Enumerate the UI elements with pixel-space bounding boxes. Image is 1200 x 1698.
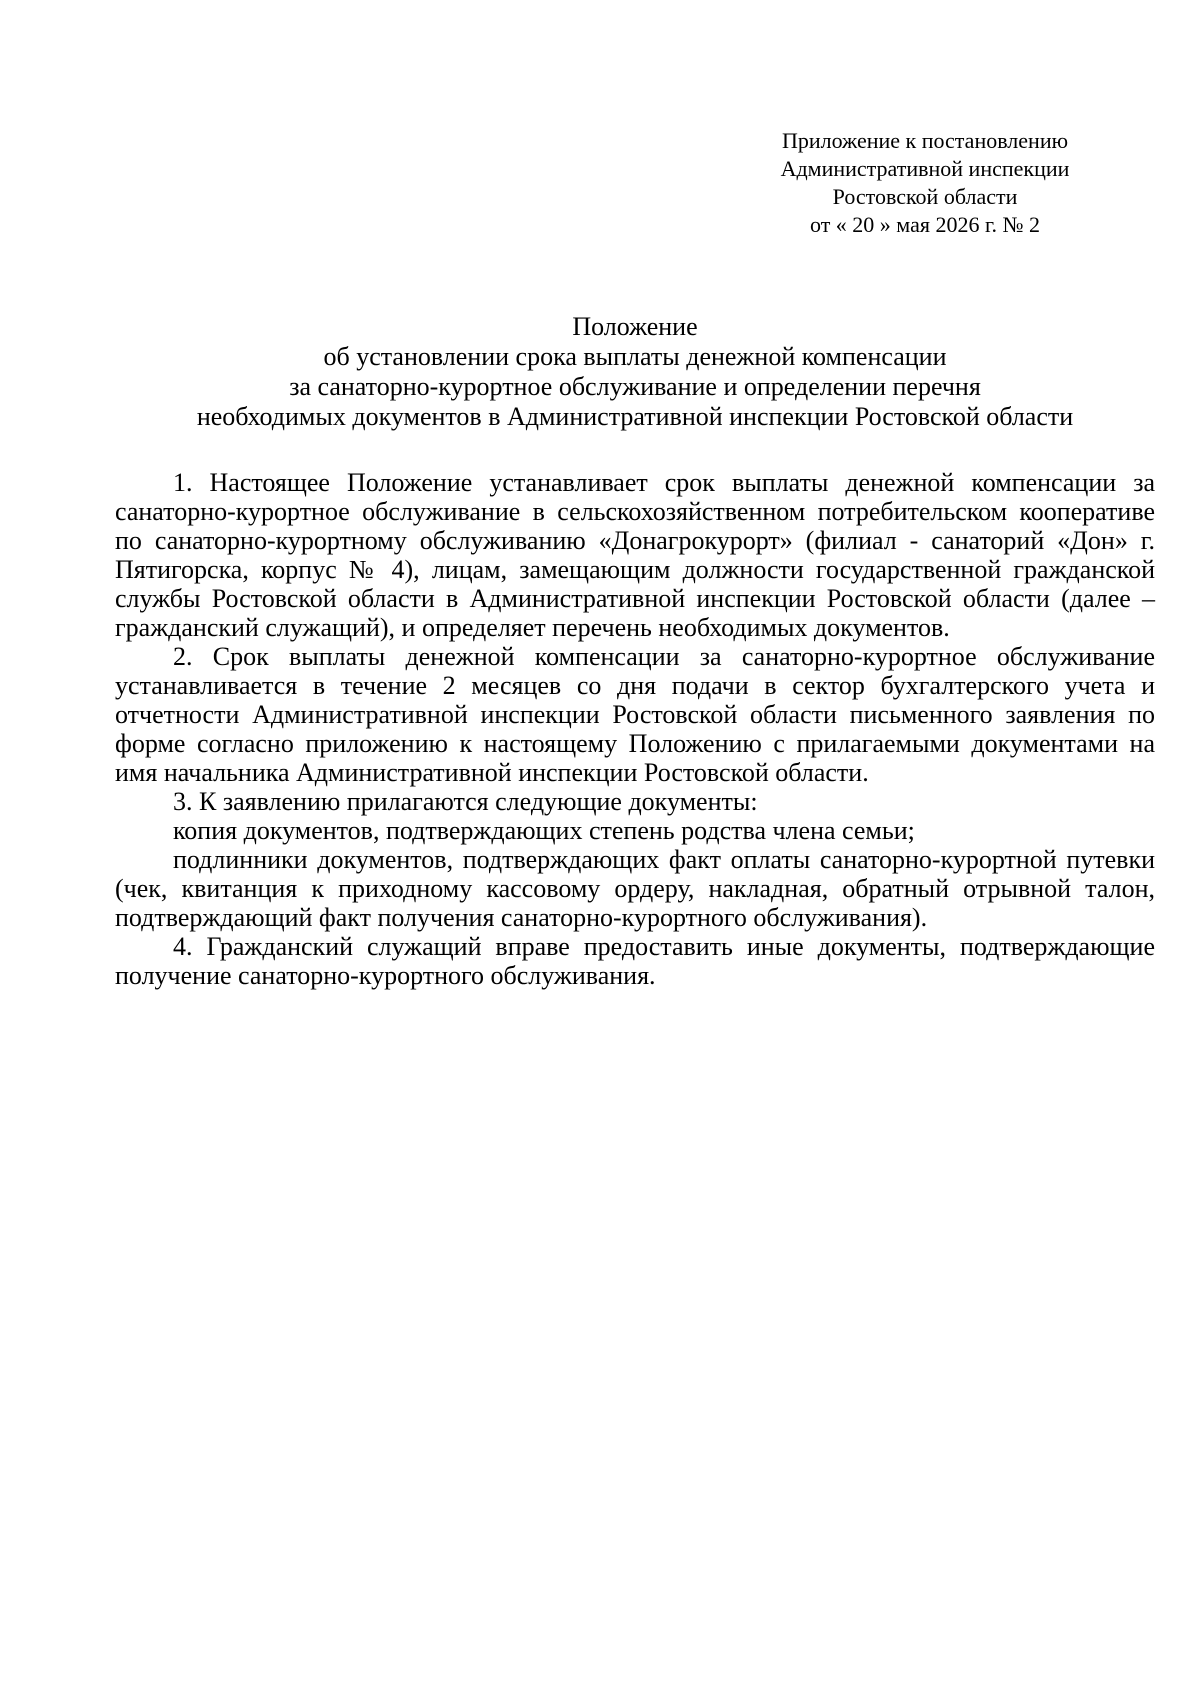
appendix-line-1: Приложение к постановлению xyxy=(781,128,1069,153)
paragraph-4: 4. Гражданский служащий вправе предоставить иные документы, подтверждающие получение санаторно-курортного обслуживания. xyxy=(115,932,1155,990)
paragraph-3-item-2: подлинники документов, подтверждающих факт оплаты санаторно-курортной путевки (чек, квитанция к приходному кассовому ордеру, накладная, обратный отрывной талон, подтверждающий факт получения санаторно-курортного обслуживания). xyxy=(115,845,1155,932)
title-line-3: необходимых документов в Административной инспекции Ростовской области xyxy=(196,402,1074,431)
paragraph-2: 2. Срок выплаты денежной компенсации за санаторно-курортное обслуживание устанавливается в течение 2 месяцев со дня подачи в сектор бухгалтерского учета и отчетности Административной инспекции Ростовской области письменного заявления по форме согласно приложению к настоящему Положению с прилагаемыми документами на имя начальника Административной инспекции Ростовской области. xyxy=(115,642,1155,787)
appendix-line-2: Административной инспекции xyxy=(780,156,1070,181)
appendix-line-4: от « 20 » мая 2026 г. № 2 xyxy=(809,212,1040,237)
appendix-line-3: Ростовской области xyxy=(832,184,1018,209)
title-heading: Положение xyxy=(572,312,698,341)
paragraph-1: 1. Настоящее Положение устанавливает срок выплаты денежной компенсации за санаторно-курортное обслуживание в сельскохозяйственном потребительском кооперативе по санаторно-курортному обслуживанию «Донагрокурорт» (филиал - санаторий «Дон» г. Пятигорска, корпус № 4), лицам, замещающим должности государственной гражданской службы Ростовской области в Административной инспекции Ростовской области (далее – гражданский служащий), и определяет перечень необходимых документов. xyxy=(115,468,1155,642)
appendix-header xyxy=(720,127,1130,239)
document-title xyxy=(115,312,1155,432)
paragraph-3-item-1: копия документов, подтверждающих степень родства члена семьи; xyxy=(173,816,915,845)
title-line-1: об установлении срока выплаты денежной компенсации xyxy=(323,342,947,371)
title-line-2: за санаторно-курортное обслуживание и определении перечня xyxy=(289,372,981,401)
document-body xyxy=(115,468,1155,990)
paragraph-3: 3. К заявлению прилагаются следующие документы: xyxy=(173,787,758,816)
